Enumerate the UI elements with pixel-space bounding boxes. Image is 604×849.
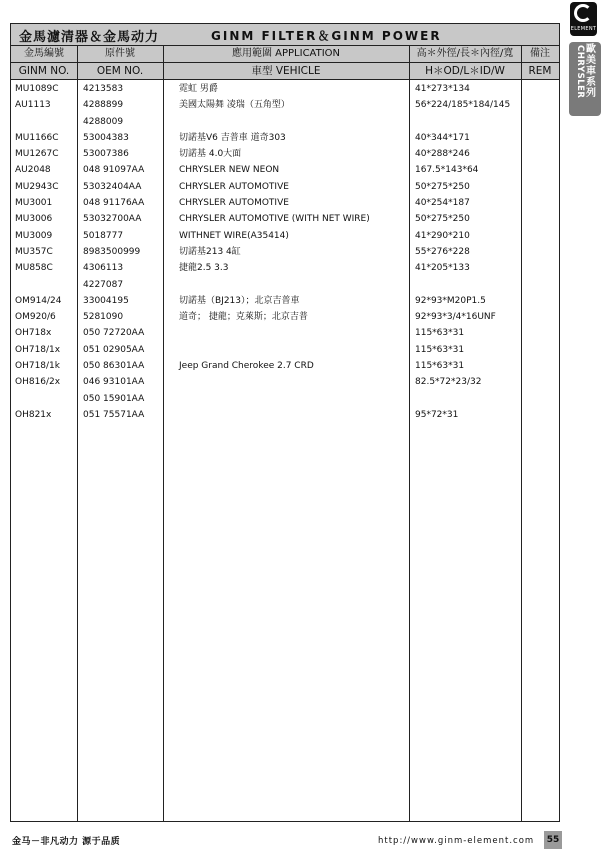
table-row bbox=[11, 293, 559, 309]
oem-no-cell: 050 15901AA bbox=[83, 393, 145, 404]
oem-no-cell: 53004383 bbox=[83, 132, 129, 143]
ginm-no-cell: OH821x bbox=[15, 409, 52, 420]
table-row bbox=[11, 309, 559, 325]
dimensions-cell: 41*205*133 bbox=[415, 263, 470, 274]
application-cell: Jeep Grand Cherokee 2.7 CRD bbox=[179, 361, 314, 372]
application-cell: WITHNET WIRE(A35414) bbox=[179, 230, 289, 241]
dimensions-cell: 40*288*246 bbox=[415, 149, 470, 160]
dimensions-cell: 82.5*72*23/32 bbox=[415, 377, 482, 388]
oem-no-cell: 050 72720AA bbox=[83, 328, 145, 339]
dimensions-cell: 92*93*3/4*16UNF bbox=[415, 312, 496, 323]
ginm-no-cell: MU858C bbox=[15, 263, 53, 274]
dimensions-cell: 40*254*187 bbox=[415, 198, 470, 209]
ginm-no-cell: MU3001 bbox=[15, 198, 53, 209]
oem-no-cell: 050 86301AA bbox=[83, 361, 145, 372]
application-cell: CHRYSLER AUTOMOTIVE bbox=[179, 198, 289, 209]
ginm-no-cell: OH718/1x bbox=[15, 344, 61, 355]
dimensions-cell: 56*224/185*184/145 bbox=[415, 100, 511, 111]
ginm-no-cell: MU3009 bbox=[15, 230, 53, 241]
oem-no-cell: 5281090 bbox=[83, 312, 124, 323]
ginm-no-cell: MU1267C bbox=[15, 149, 59, 160]
table-row bbox=[11, 407, 559, 423]
oem-no-cell: 53007386 bbox=[83, 149, 129, 160]
table-row bbox=[11, 260, 559, 276]
ginm-no-cell: MU3006 bbox=[15, 214, 53, 225]
application-cell: CHRYSLER NEW NEON bbox=[179, 165, 280, 176]
oem-no-cell: 8983500999 bbox=[83, 246, 141, 257]
ginm-no-cell: AU1113 bbox=[15, 100, 51, 111]
table-row bbox=[11, 81, 559, 97]
table-row bbox=[11, 391, 559, 407]
application-cell: CHRYSLER AUTOMOTIVE bbox=[179, 181, 289, 192]
dimensions-cell: 115*63*31 bbox=[415, 361, 465, 372]
dimensions-cell: 40*344*171 bbox=[415, 132, 470, 143]
dimensions-cell: 41*290*210 bbox=[415, 230, 470, 241]
catalog-table bbox=[10, 23, 560, 822]
table-row bbox=[11, 342, 559, 358]
oem-no-cell: 4288899 bbox=[83, 100, 124, 111]
application-cell: 霓虹 男爵 bbox=[179, 84, 218, 94]
table-row bbox=[11, 162, 559, 178]
col-ginm-en: GINM NO. bbox=[18, 65, 70, 77]
application-cell: CHRYSLER AUTOMOTIVE (WITH NET WIRE) bbox=[179, 214, 370, 225]
ginm-no-cell: OH718x bbox=[15, 328, 52, 339]
table-row bbox=[11, 325, 559, 341]
col-dimensions-cn: 高＊外徑/長＊內徑/寬 bbox=[416, 48, 514, 59]
application-cell: 切諾基 4.0大面 bbox=[179, 149, 242, 160]
ginm-g-icon bbox=[574, 4, 592, 22]
ginm-no-cell: OM920/6 bbox=[15, 312, 56, 323]
dimensions-cell: 115*63*31 bbox=[415, 328, 465, 339]
oem-no-cell: 4306113 bbox=[83, 263, 124, 274]
table-row bbox=[11, 211, 559, 227]
oem-no-cell: 048 91176AA bbox=[83, 198, 145, 209]
section-tab bbox=[569, 42, 601, 116]
ginm-no-cell: MU1089C bbox=[15, 84, 59, 94]
oem-no-cell: 53032404AA bbox=[83, 181, 142, 192]
col-oem-en: OEM NO. bbox=[96, 65, 144, 77]
table-row bbox=[11, 97, 559, 113]
dimensions-cell: 55*276*228 bbox=[415, 246, 470, 257]
title-chinese: 金馬濾清器＆金馬动力 bbox=[19, 30, 160, 45]
oem-no-cell: 53032700AA bbox=[83, 214, 142, 225]
oem-no-cell: 048 91097AA bbox=[83, 165, 145, 176]
table-row bbox=[11, 374, 559, 390]
section-tab-english: CHRYSLER bbox=[575, 45, 585, 99]
application-cell: 道奇； 捷龍；克萊斯；北京吉普 bbox=[179, 312, 308, 323]
col-dimensions-en: H＊OD/L＊ID/W bbox=[425, 65, 505, 77]
table-row bbox=[11, 195, 559, 211]
col-remark-cn: 備注 bbox=[530, 48, 550, 59]
title-bar bbox=[11, 24, 559, 46]
dimensions-cell: 167.5*143*64 bbox=[415, 165, 479, 176]
oem-no-cell: 051 75571AA bbox=[83, 409, 145, 420]
oem-no-cell: 4213583 bbox=[83, 84, 124, 94]
footer-slogan: 金马－非凡动力 源于品质 bbox=[12, 837, 121, 847]
ginm-no-cell: MU2943C bbox=[15, 181, 59, 192]
dimensions-cell: 41*273*134 bbox=[415, 84, 470, 94]
section-tab-chinese: 歐美車系列 bbox=[586, 44, 596, 99]
col-remark-en: REM bbox=[528, 65, 552, 77]
oem-no-cell: 5018777 bbox=[83, 230, 124, 241]
table-row bbox=[11, 358, 559, 374]
title-english: GINM FILTER＆GINM POWER bbox=[211, 29, 442, 43]
col-ginm-cn: 金馬編號 bbox=[24, 48, 64, 59]
table-row bbox=[11, 277, 559, 293]
page-number: 55 bbox=[544, 831, 562, 849]
application-cell: 切諾基213 4缸 bbox=[179, 246, 241, 257]
ginm-no-cell: MU1166C bbox=[15, 132, 59, 143]
oem-no-cell: 051 02905AA bbox=[83, 344, 145, 355]
logo-text: ELEMENT bbox=[570, 26, 597, 32]
col-application-cn: 應用範圍 APPLICATION bbox=[231, 48, 341, 59]
table-row bbox=[11, 228, 559, 244]
table-row bbox=[11, 179, 559, 195]
ginm-logo bbox=[570, 2, 597, 36]
dimensions-cell: 92*93*M20P1.5 bbox=[415, 295, 486, 306]
header-row-chinese bbox=[11, 46, 559, 63]
table-row bbox=[11, 114, 559, 130]
footer-url: http://www.ginm-element.com bbox=[378, 836, 535, 846]
oem-no-cell: 33004195 bbox=[83, 295, 129, 306]
oem-no-cell: 046 93101AA bbox=[83, 377, 145, 388]
application-cell: 切諾基（BJ213）；北京吉普車 bbox=[179, 295, 300, 306]
col-oem-cn: 原件號 bbox=[105, 48, 135, 59]
oem-no-cell: 4227087 bbox=[83, 279, 124, 290]
table-row bbox=[11, 130, 559, 146]
dimensions-cell: 50*275*250 bbox=[415, 214, 470, 225]
dimensions-cell: 50*275*250 bbox=[415, 181, 470, 192]
ginm-no-cell: MU357C bbox=[15, 246, 53, 257]
ginm-no-cell: AU2048 bbox=[15, 165, 51, 176]
ginm-no-cell: OH816/2x bbox=[15, 377, 61, 388]
ginm-no-cell: OM914/24 bbox=[15, 295, 62, 306]
application-cell: 美國太陽舞 凌瑞（五角型） bbox=[179, 100, 290, 111]
table-row bbox=[11, 146, 559, 162]
table-row bbox=[11, 244, 559, 260]
dimensions-cell: 95*72*31 bbox=[415, 409, 459, 420]
ginm-no-cell: OH718/1k bbox=[15, 361, 60, 372]
dimensions-cell: 115*63*31 bbox=[415, 344, 465, 355]
header-row-english bbox=[11, 63, 559, 80]
application-cell: 捷龍2.5 3.3 bbox=[179, 263, 229, 274]
col-application-en: 車型 VEHICLE bbox=[251, 65, 321, 77]
application-cell: 切諾基V6 吉普車 道奇303 bbox=[179, 132, 286, 143]
oem-no-cell: 4288009 bbox=[83, 116, 124, 127]
table-body bbox=[11, 81, 559, 423]
